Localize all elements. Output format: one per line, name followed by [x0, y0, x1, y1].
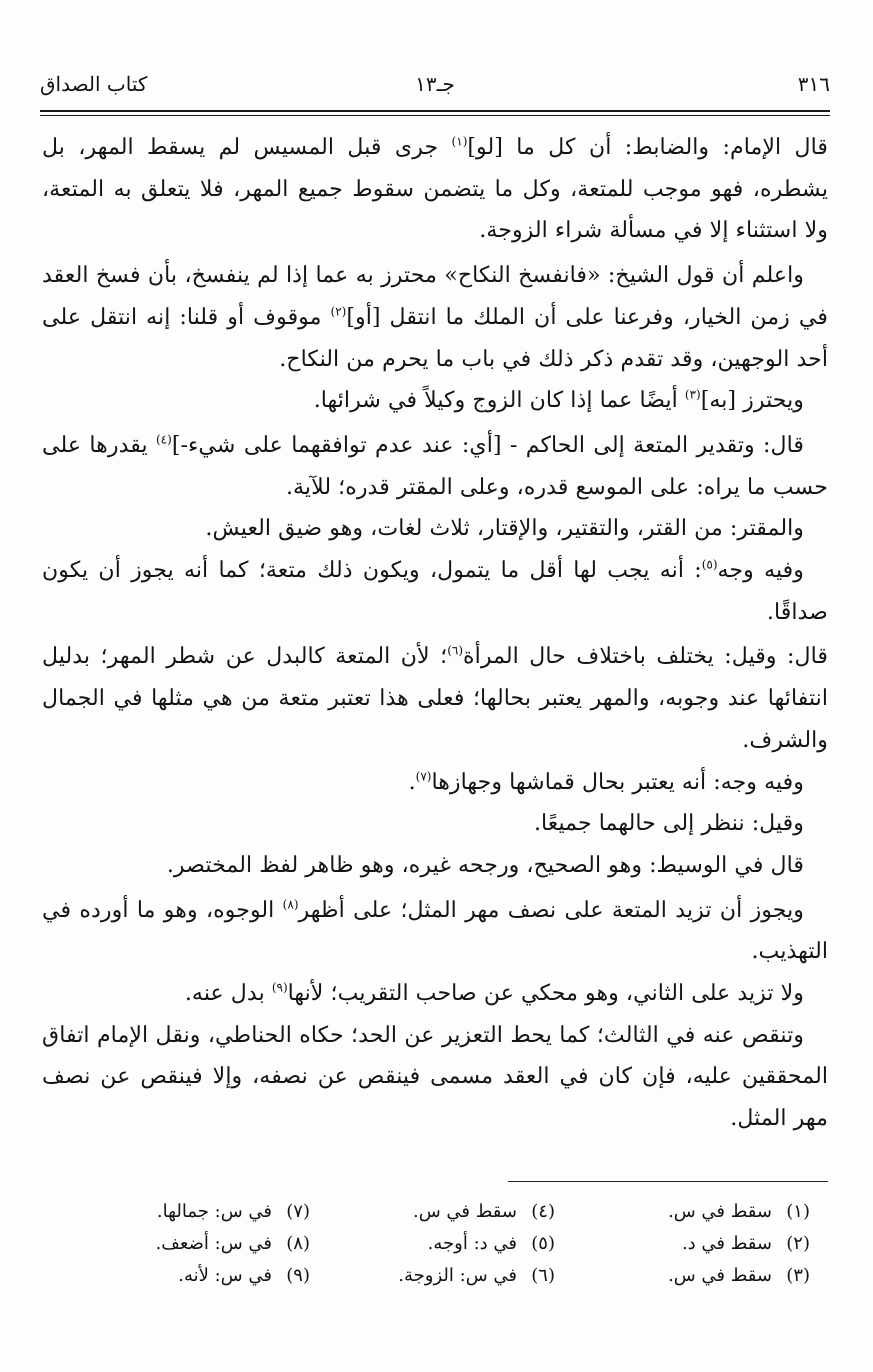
paragraph: [42, 550, 828, 633]
paragraph-text: ويحترز [به]: [700, 387, 804, 414]
header-rule-thick: [40, 110, 830, 112]
paragraph-text: قال: وتقدير المتعة إلى الحاكم - [أي: عند عدم توافقهما على شيء-]: [171, 431, 805, 458]
footnote-text: سقط في س.: [667, 1201, 772, 1222]
footnote-item: [310, 1228, 555, 1260]
footnote-item: [65, 1196, 310, 1228]
body-text: [42, 127, 828, 1140]
paragraph-text: وتنقص عنه في الثالث؛ كما يحط التعزير عن الحد؛ حكاه الحناطي، ونقل الإمام اتفاق المحققين عليه، فإن كان في العقد مسمى فينقص عن نصفه، وإلا فينقص عن نصف مهر المثل.: [42, 1021, 828, 1132]
paragraph-text: واعلم أن قول الشيخ: «فانفسخ النكاح» محترز به عما إذا لم ينفسخ، بأن فسخ العقد في زمن الخيار، وفرعنا على أن الملك ما انتقل [أو]: [42, 262, 828, 330]
footnote-ref: (٨): [282, 897, 299, 912]
footnote-text: في د: أوجه.: [427, 1233, 517, 1254]
paragraph-text: قال الإمام: والضابط: أن كل ما [لو]: [467, 134, 828, 160]
paragraph: [42, 425, 828, 508]
paragraph-text: موقوف أو قلنا: إنه انتقل على أحد الوجهين، وقد تقدم ذكر ذلك في باب ما يحرم من النكاح.: [42, 303, 828, 372]
paragraph: [42, 803, 828, 845]
paragraph: [42, 845, 828, 887]
volume-label: جـ١٣: [415, 72, 455, 96]
footnote-ref: (٧): [415, 769, 432, 784]
paragraph: [42, 973, 828, 1015]
paragraph: [42, 380, 828, 422]
paragraph-text: قال: وقيل: يختلف باختلاف حال المرأة: [463, 643, 828, 670]
footnote-item: [310, 1260, 555, 1292]
footnote-item: [565, 1260, 810, 1292]
footnote-ref: (٤): [155, 432, 172, 447]
running-header: [40, 66, 830, 102]
paragraph: [42, 762, 828, 804]
paragraph-text: وفيه وجه: [717, 557, 804, 584]
footnote-column: [310, 1196, 555, 1292]
footnote-ref: (٦): [447, 644, 464, 659]
footnote-text: في س: لأنه.: [178, 1265, 272, 1286]
paragraph: [42, 1015, 828, 1140]
footnote-number: (٨): [286, 1233, 310, 1254]
footnote-number: (٥): [531, 1233, 555, 1254]
paragraph: [42, 508, 828, 550]
footnote-number: (٩): [286, 1265, 310, 1286]
paragraph-text: ؛ لأن المتعة كالبدل عن شطر المهر؛ بدليل انتفائها عند وجوبه، والمهر يعتبر بحالها؛ فعلى هذا تعتبر متعة من هي مثلها في الجمال والشرف.: [42, 643, 828, 753]
footnote-ref: (٣): [684, 387, 701, 402]
footnote-number: (٣): [786, 1265, 810, 1286]
footnote-ref: (٥): [701, 557, 718, 572]
footnote-ref: (٢): [330, 304, 347, 319]
paragraph-text: وفيه وجه: أنه يعتبر بحال قماشها وجهازها: [431, 768, 804, 795]
paragraph-text: قال في الوسيط: وهو الصحيح، ورجحه غيره، وهو ظاهر لفظ المختصر.: [166, 851, 804, 878]
footnote-number: (١): [786, 1201, 810, 1222]
footnote-text: في س: الزوجة.: [398, 1265, 517, 1286]
paragraph: [42, 636, 828, 761]
footnote-item: [565, 1196, 810, 1228]
footnote-column: [65, 1196, 310, 1292]
paragraph: [42, 890, 828, 973]
footnote-item: [565, 1228, 810, 1260]
footnote-text: سقط في د.: [681, 1233, 772, 1254]
paragraph-text: : أنه يجب لها أقل ما يتمول، ويكون ذلك متعة؛ كما أنه يجوز أن يكون صداقًا.: [42, 557, 828, 625]
footnote-number: (٤): [531, 1201, 555, 1222]
footnote-ref: (٩): [271, 980, 288, 995]
paragraph-text: .: [408, 768, 416, 795]
paragraph: [42, 255, 828, 380]
paragraph-text: وقيل: ننظر إلى حالهما جميعًا.: [533, 810, 804, 837]
footnote-separator: [508, 1181, 828, 1182]
paragraph-text: جرى قبل المسيس لم يسقط المهر، بل يشطره، فهو موجب للمتعة، وكل ما يتضمن سقوط جميع المهر، فلا يتعلق به المتعة، ولا استثناء إلا في مسألة شراء الزوجة.: [42, 134, 828, 244]
header-rule-thin: [40, 115, 830, 116]
footnote-item: [65, 1228, 310, 1260]
paragraph-text: أيضًا عما إذا كان الزوج وكيلاً في شرائها.: [313, 387, 685, 414]
footnote-number: (٢): [786, 1233, 810, 1254]
footnote-text: في س: جمالها.: [156, 1201, 272, 1222]
paragraph-text: ويجوز أن تزيد المتعة على نصف مهر المثل؛ على أظهر: [298, 896, 804, 923]
footnote-ref: (١): [451, 134, 468, 149]
paragraph-text: ولا تزيد على الثاني، وهو محكي عن صاحب التقريب؛ لأنها: [287, 980, 804, 1007]
footnote-number: (٧): [286, 1201, 310, 1222]
footnote-text: سقط في س.: [412, 1201, 517, 1222]
footnote-number: (٦): [531, 1265, 555, 1286]
footnote-text: سقط في س.: [667, 1265, 772, 1286]
book-title: كتاب الصداق: [40, 72, 148, 96]
paragraph: [42, 127, 828, 252]
paragraph-text: بدل عنه.: [184, 980, 272, 1007]
footnote-item: [65, 1260, 310, 1292]
footnote-column: [565, 1196, 810, 1292]
paragraph-text: الوجوه، وهو ما أورده في التهذيب.: [42, 896, 828, 965]
footnotes: [80, 1196, 810, 1292]
footnote-item: [310, 1196, 555, 1228]
paragraph-text: والمقتر: من القتر، والتقتير، والإقتار، ثلاث لغات، وهو ضيق العيش.: [205, 515, 804, 542]
paragraph-text: يقدرها على حسب ما يراه: على الموسع قدره، وعلى المقتر قدره؛ للآية.: [42, 431, 828, 500]
footnote-text: في س: أضعف.: [155, 1233, 272, 1254]
page-number: ٣١٦: [797, 72, 830, 96]
